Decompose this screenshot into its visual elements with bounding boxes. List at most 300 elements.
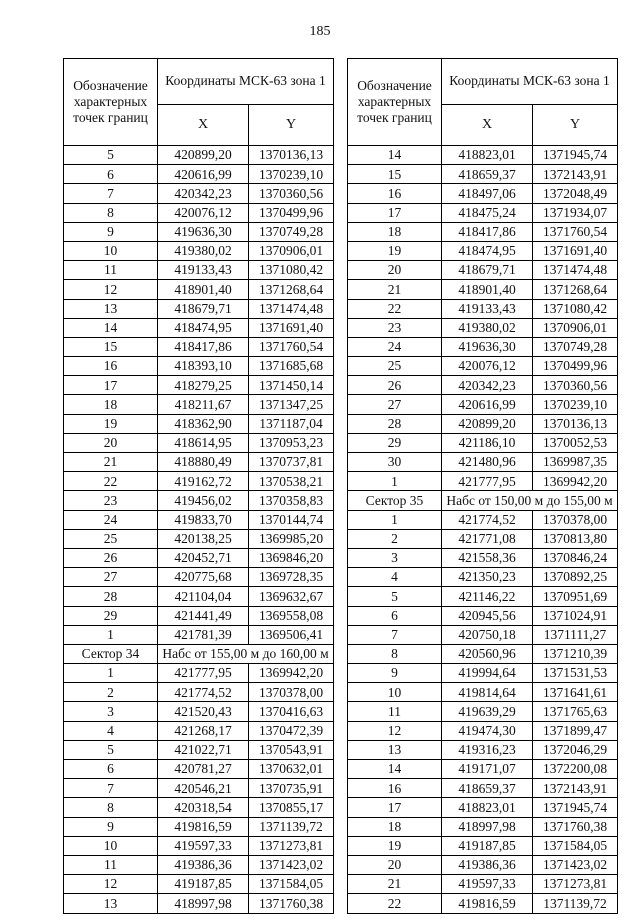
y-value: 1371474,48 [533,261,618,280]
point-id: 10 [348,683,442,702]
table-row [64,414,334,433]
x-value: 419639,29 [442,702,533,721]
table-row [64,472,334,491]
table-row [348,817,618,836]
x-value: 420750,18 [442,625,533,644]
point-id: 29 [64,606,158,625]
y-value: 1371273,81 [533,875,618,894]
y-value: 1371760,38 [249,894,334,913]
point-id: 8 [64,798,158,817]
x-value: 419597,33 [442,875,533,894]
point-id: 19 [348,241,442,260]
header-points-label: Обозначение характерных точек границ [348,59,442,146]
table-row [348,625,618,644]
y-value: 1370136,13 [249,146,334,165]
table-row [64,376,334,395]
point-id: 6 [348,606,442,625]
y-value: 1370749,28 [533,337,618,356]
point-id: 15 [64,337,158,356]
table-row [64,395,334,414]
y-value: 1369846,20 [249,548,334,567]
y-value: 1370906,01 [533,318,618,337]
y-value: 1370846,24 [533,548,618,567]
point-id: 8 [64,203,158,222]
x-value: 419456,02 [158,491,249,510]
y-value: 1370144,74 [249,510,334,529]
point-id: 7 [64,184,158,203]
table-row [348,721,618,740]
y-value: 1371080,42 [533,299,618,318]
table-row [64,664,334,683]
table-row [64,261,334,280]
y-value: 1371080,42 [249,261,334,280]
y-value: 1371899,47 [533,721,618,740]
x-value: 421104,04 [158,587,249,606]
x-value: 419636,30 [442,337,533,356]
y-value: 1371024,91 [533,606,618,625]
y-value: 1372143,91 [533,165,618,184]
table-row [348,894,618,913]
y-value: 1370953,23 [249,433,334,452]
table-row [64,337,334,356]
y-value: 1370813,80 [533,529,618,548]
x-value: 419133,43 [158,261,249,280]
table-row [64,241,334,260]
table-row [348,222,618,241]
table-row [64,491,334,510]
x-value: 418614,95 [158,433,249,452]
point-id: 7 [348,625,442,644]
table-row [348,203,618,222]
x-value: 419187,85 [158,875,249,894]
x-value: 420899,20 [442,414,533,433]
table-row [64,702,334,721]
table-row [348,548,618,567]
y-value: 1371945,74 [533,798,618,817]
point-id: 5 [64,740,158,759]
x-value: 421558,36 [442,548,533,567]
table-row [348,798,618,817]
y-value: 1369985,20 [249,529,334,548]
point-id: 28 [348,414,442,433]
table-row [64,184,334,203]
y-value: 1371423,02 [249,855,334,874]
x-value: 419187,85 [442,836,533,855]
y-value: 1371760,54 [533,222,618,241]
point-id: 20 [348,261,442,280]
table-row [64,510,334,529]
rows-body [64,146,334,914]
y-value: 1370378,00 [249,683,334,702]
table-row [64,894,334,913]
point-id: 14 [64,318,158,337]
y-value: 1371945,74 [533,146,618,165]
y-value: 1370749,28 [249,222,334,241]
y-value: 1369632,67 [249,587,334,606]
x-value: 419171,07 [442,760,533,779]
x-value: 421520,43 [158,702,249,721]
y-value: 1370538,21 [249,472,334,491]
y-value: 1371691,40 [249,318,334,337]
y-value: 1371584,05 [249,875,334,894]
table-row [64,855,334,874]
table-row [64,587,334,606]
x-value: 420781,27 [158,760,249,779]
table-row [348,146,618,165]
x-value: 418679,71 [158,299,249,318]
point-id: 22 [64,472,158,491]
table-row [64,779,334,798]
y-value: 1370378,00 [533,510,618,529]
y-value: 1371474,48 [249,299,334,318]
coordinates-table-left [63,58,334,914]
y-value: 1371584,05 [533,836,618,855]
table-row [348,472,618,491]
x-value: 420616,99 [158,165,249,184]
y-value: 1369506,41 [249,625,334,644]
table-row [64,222,334,241]
table-row [348,664,618,683]
point-id: 10 [64,836,158,855]
x-value: 420945,56 [442,606,533,625]
rows-body [348,146,618,914]
x-value: 418823,01 [442,146,533,165]
y-value: 1371139,72 [249,817,334,836]
point-id: 4 [64,721,158,740]
point-id: 27 [64,568,158,587]
y-value: 1371641,61 [533,683,618,702]
y-value: 1371210,39 [533,644,618,663]
table-row [348,510,618,529]
point-id: 18 [348,817,442,836]
x-value: 421777,95 [158,664,249,683]
y-value: 1371187,04 [249,414,334,433]
point-id: 11 [64,261,158,280]
point-id: 24 [64,510,158,529]
x-value: 421186,10 [442,433,533,452]
point-id: 6 [64,165,158,184]
y-value: 1370239,10 [249,165,334,184]
table-row [64,529,334,548]
table-row [64,875,334,894]
header-y: Y [533,105,618,146]
y-value: 1370855,17 [249,798,334,817]
x-value: 418997,98 [442,817,533,836]
x-value: 419162,72 [158,472,249,491]
table-row [64,357,334,376]
y-value: 1372143,91 [533,779,618,798]
y-value: 1371760,54 [249,337,334,356]
point-id: 15 [348,165,442,184]
table-row [64,817,334,836]
y-value: 1372200,08 [533,760,618,779]
x-value: 418475,24 [442,203,533,222]
y-value: 1372048,49 [533,184,618,203]
table-row [348,165,618,184]
y-value: 1370472,39 [249,721,334,740]
point-id: 22 [348,299,442,318]
y-value: 1369942,20 [533,472,618,491]
y-value: 1370416,63 [249,702,334,721]
table-row [348,414,618,433]
point-id: 17 [348,798,442,817]
table-row [348,702,618,721]
x-value: 418997,98 [158,894,249,913]
x-value: 419316,23 [442,740,533,759]
x-value: 421350,23 [442,568,533,587]
table-row [348,875,618,894]
x-value: 421777,95 [442,472,533,491]
x-value: 420076,12 [158,203,249,222]
y-value: 1371760,38 [533,817,618,836]
x-value: 418901,40 [442,280,533,299]
y-value: 1371531,53 [533,664,618,683]
x-value: 418901,40 [158,280,249,299]
point-id: 28 [64,587,158,606]
table-row [348,280,618,299]
point-id: 5 [64,146,158,165]
point-id: 22 [348,894,442,913]
table-row [348,395,618,414]
table-row [348,433,618,452]
header-coords-label: Координаты МСК-63 зона 1 [158,59,334,105]
point-id: 3 [348,548,442,567]
point-id: 12 [64,875,158,894]
x-value: 420775,68 [158,568,249,587]
table-row [348,337,618,356]
table-row [348,453,618,472]
table-row [64,798,334,817]
table-row [64,760,334,779]
table-row [348,779,618,798]
point-id: 9 [348,664,442,683]
point-id: 25 [348,357,442,376]
x-value: 418659,37 [442,165,533,184]
x-value: 419816,59 [442,894,533,913]
point-id: 18 [64,395,158,414]
y-value: 1370360,56 [533,376,618,395]
point-id: 20 [64,433,158,452]
x-value: 421441,49 [158,606,249,625]
table-row [64,453,334,472]
table-row [64,165,334,184]
x-value: 419386,36 [158,855,249,874]
x-value: 419380,02 [442,318,533,337]
x-value: 420546,21 [158,779,249,798]
y-value: 1369987,35 [533,453,618,472]
table-row [64,683,334,702]
table-row [64,433,334,452]
coordinates-table-right [347,58,618,914]
x-value: 418362,90 [158,414,249,433]
point-id: 13 [348,740,442,759]
table-row [64,299,334,318]
y-value: 1370052,53 [533,433,618,452]
x-value: 418823,01 [442,798,533,817]
table-row [348,587,618,606]
point-id: 10 [64,241,158,260]
point-id: 20 [348,855,442,874]
y-value: 1371423,02 [533,855,618,874]
point-id: 12 [64,280,158,299]
table-row [348,855,618,874]
point-id: 21 [348,875,442,894]
x-value: 419994,64 [442,664,533,683]
y-value: 1371765,63 [533,702,618,721]
page-number: 185 [309,24,331,39]
x-value: 418393,10 [158,357,249,376]
table-row [64,280,334,299]
table-row [64,625,334,644]
table-row [64,721,334,740]
y-value: 1370136,13 [533,414,618,433]
y-value: 1371685,68 [249,357,334,376]
table-row [64,568,334,587]
point-id: 1 [348,472,442,491]
point-id: 19 [348,836,442,855]
y-value: 1370632,01 [249,760,334,779]
y-value: 1371139,72 [533,894,618,913]
table-row [348,357,618,376]
x-value: 419597,33 [158,836,249,855]
table-row [348,241,618,260]
x-value: 418679,71 [442,261,533,280]
y-value: 1371268,64 [533,280,618,299]
point-id: 23 [64,491,158,510]
x-value: 421771,08 [442,529,533,548]
x-value: 421480,96 [442,453,533,472]
sector-label: Сектор 34 [64,644,158,663]
table-row [348,568,618,587]
table-row [348,318,618,337]
point-id: 4 [348,568,442,587]
table-row [348,836,618,855]
x-value: 418211,67 [158,395,249,414]
y-value: 1371273,81 [249,836,334,855]
sector-label: Сектор 35 [348,491,442,510]
point-id: 11 [64,855,158,874]
x-value: 419816,59 [158,817,249,836]
y-value: 1370360,56 [249,184,334,203]
table-row [348,261,618,280]
y-value: 1369728,35 [249,568,334,587]
table-row [348,740,618,759]
x-value: 418474,95 [158,318,249,337]
y-value: 1370499,96 [533,357,618,376]
x-value: 421774,52 [158,683,249,702]
point-id: 17 [348,203,442,222]
point-id: 14 [348,760,442,779]
table-row [64,548,334,567]
y-value: 1370543,91 [249,740,334,759]
table-row [348,606,618,625]
point-id: 7 [64,779,158,798]
y-value: 1371691,40 [533,241,618,260]
table-row [64,318,334,337]
x-value: 418417,86 [158,337,249,356]
y-value: 1371268,64 [249,280,334,299]
y-value: 1369558,08 [249,606,334,625]
x-value: 420318,54 [158,798,249,817]
table-row [348,644,618,663]
x-value: 419833,70 [158,510,249,529]
point-id: 5 [348,587,442,606]
table-row [64,203,334,222]
x-value: 420560,96 [442,644,533,663]
x-value: 418880,49 [158,453,249,472]
point-id: 14 [348,146,442,165]
point-id: 11 [348,702,442,721]
point-id: 1 [64,625,158,644]
point-id: 9 [64,222,158,241]
header-coords-label: Координаты МСК-63 зона 1 [442,59,618,105]
point-id: 2 [348,529,442,548]
y-value: 1371934,07 [533,203,618,222]
point-id: 13 [64,894,158,913]
table-row [348,299,618,318]
point-id: 2 [64,683,158,702]
y-value: 1370906,01 [249,241,334,260]
point-id: 26 [64,548,158,567]
sector-description: Набс от 155,00 м до 160,00 м [158,644,334,663]
y-value: 1371450,14 [249,376,334,395]
point-id: 6 [64,760,158,779]
header-points-label: Обозначение характерных точек границ [64,59,158,146]
point-id: 21 [64,453,158,472]
x-value: 418279,25 [158,376,249,395]
point-id: 16 [64,357,158,376]
table-row [348,184,618,203]
x-value: 421268,17 [158,721,249,740]
x-value: 420452,71 [158,548,249,567]
x-value: 419814,64 [442,683,533,702]
x-value: 418474,95 [442,241,533,260]
header-x: X [158,105,249,146]
point-id: 30 [348,453,442,472]
point-id: 12 [348,721,442,740]
y-value: 1371111,27 [533,625,618,644]
point-id: 27 [348,395,442,414]
y-value: 1370892,25 [533,568,618,587]
y-value: 1370499,96 [249,203,334,222]
y-value: 1370737,81 [249,453,334,472]
x-value: 418659,37 [442,779,533,798]
y-value: 1370951,69 [533,587,618,606]
point-id: 29 [348,433,442,452]
table-row [348,760,618,779]
point-id: 8 [348,644,442,663]
point-id: 13 [64,299,158,318]
table-row [64,146,334,165]
point-id: 1 [64,664,158,683]
header-y: Y [249,105,334,146]
x-value: 419133,43 [442,299,533,318]
point-id: 1 [348,510,442,529]
point-id: 21 [348,280,442,299]
sector-description: Набс от 150,00 м до 155,00 м [442,491,618,510]
table-row [348,529,618,548]
x-value: 421146,22 [442,587,533,606]
x-value: 421774,52 [442,510,533,529]
x-value: 419636,30 [158,222,249,241]
x-value: 419380,02 [158,241,249,260]
y-value: 1370239,10 [533,395,618,414]
point-id: 24 [348,337,442,356]
x-value: 420138,25 [158,529,249,548]
x-value: 418497,06 [442,184,533,203]
y-value: 1369942,20 [249,664,334,683]
point-id: 25 [64,529,158,548]
